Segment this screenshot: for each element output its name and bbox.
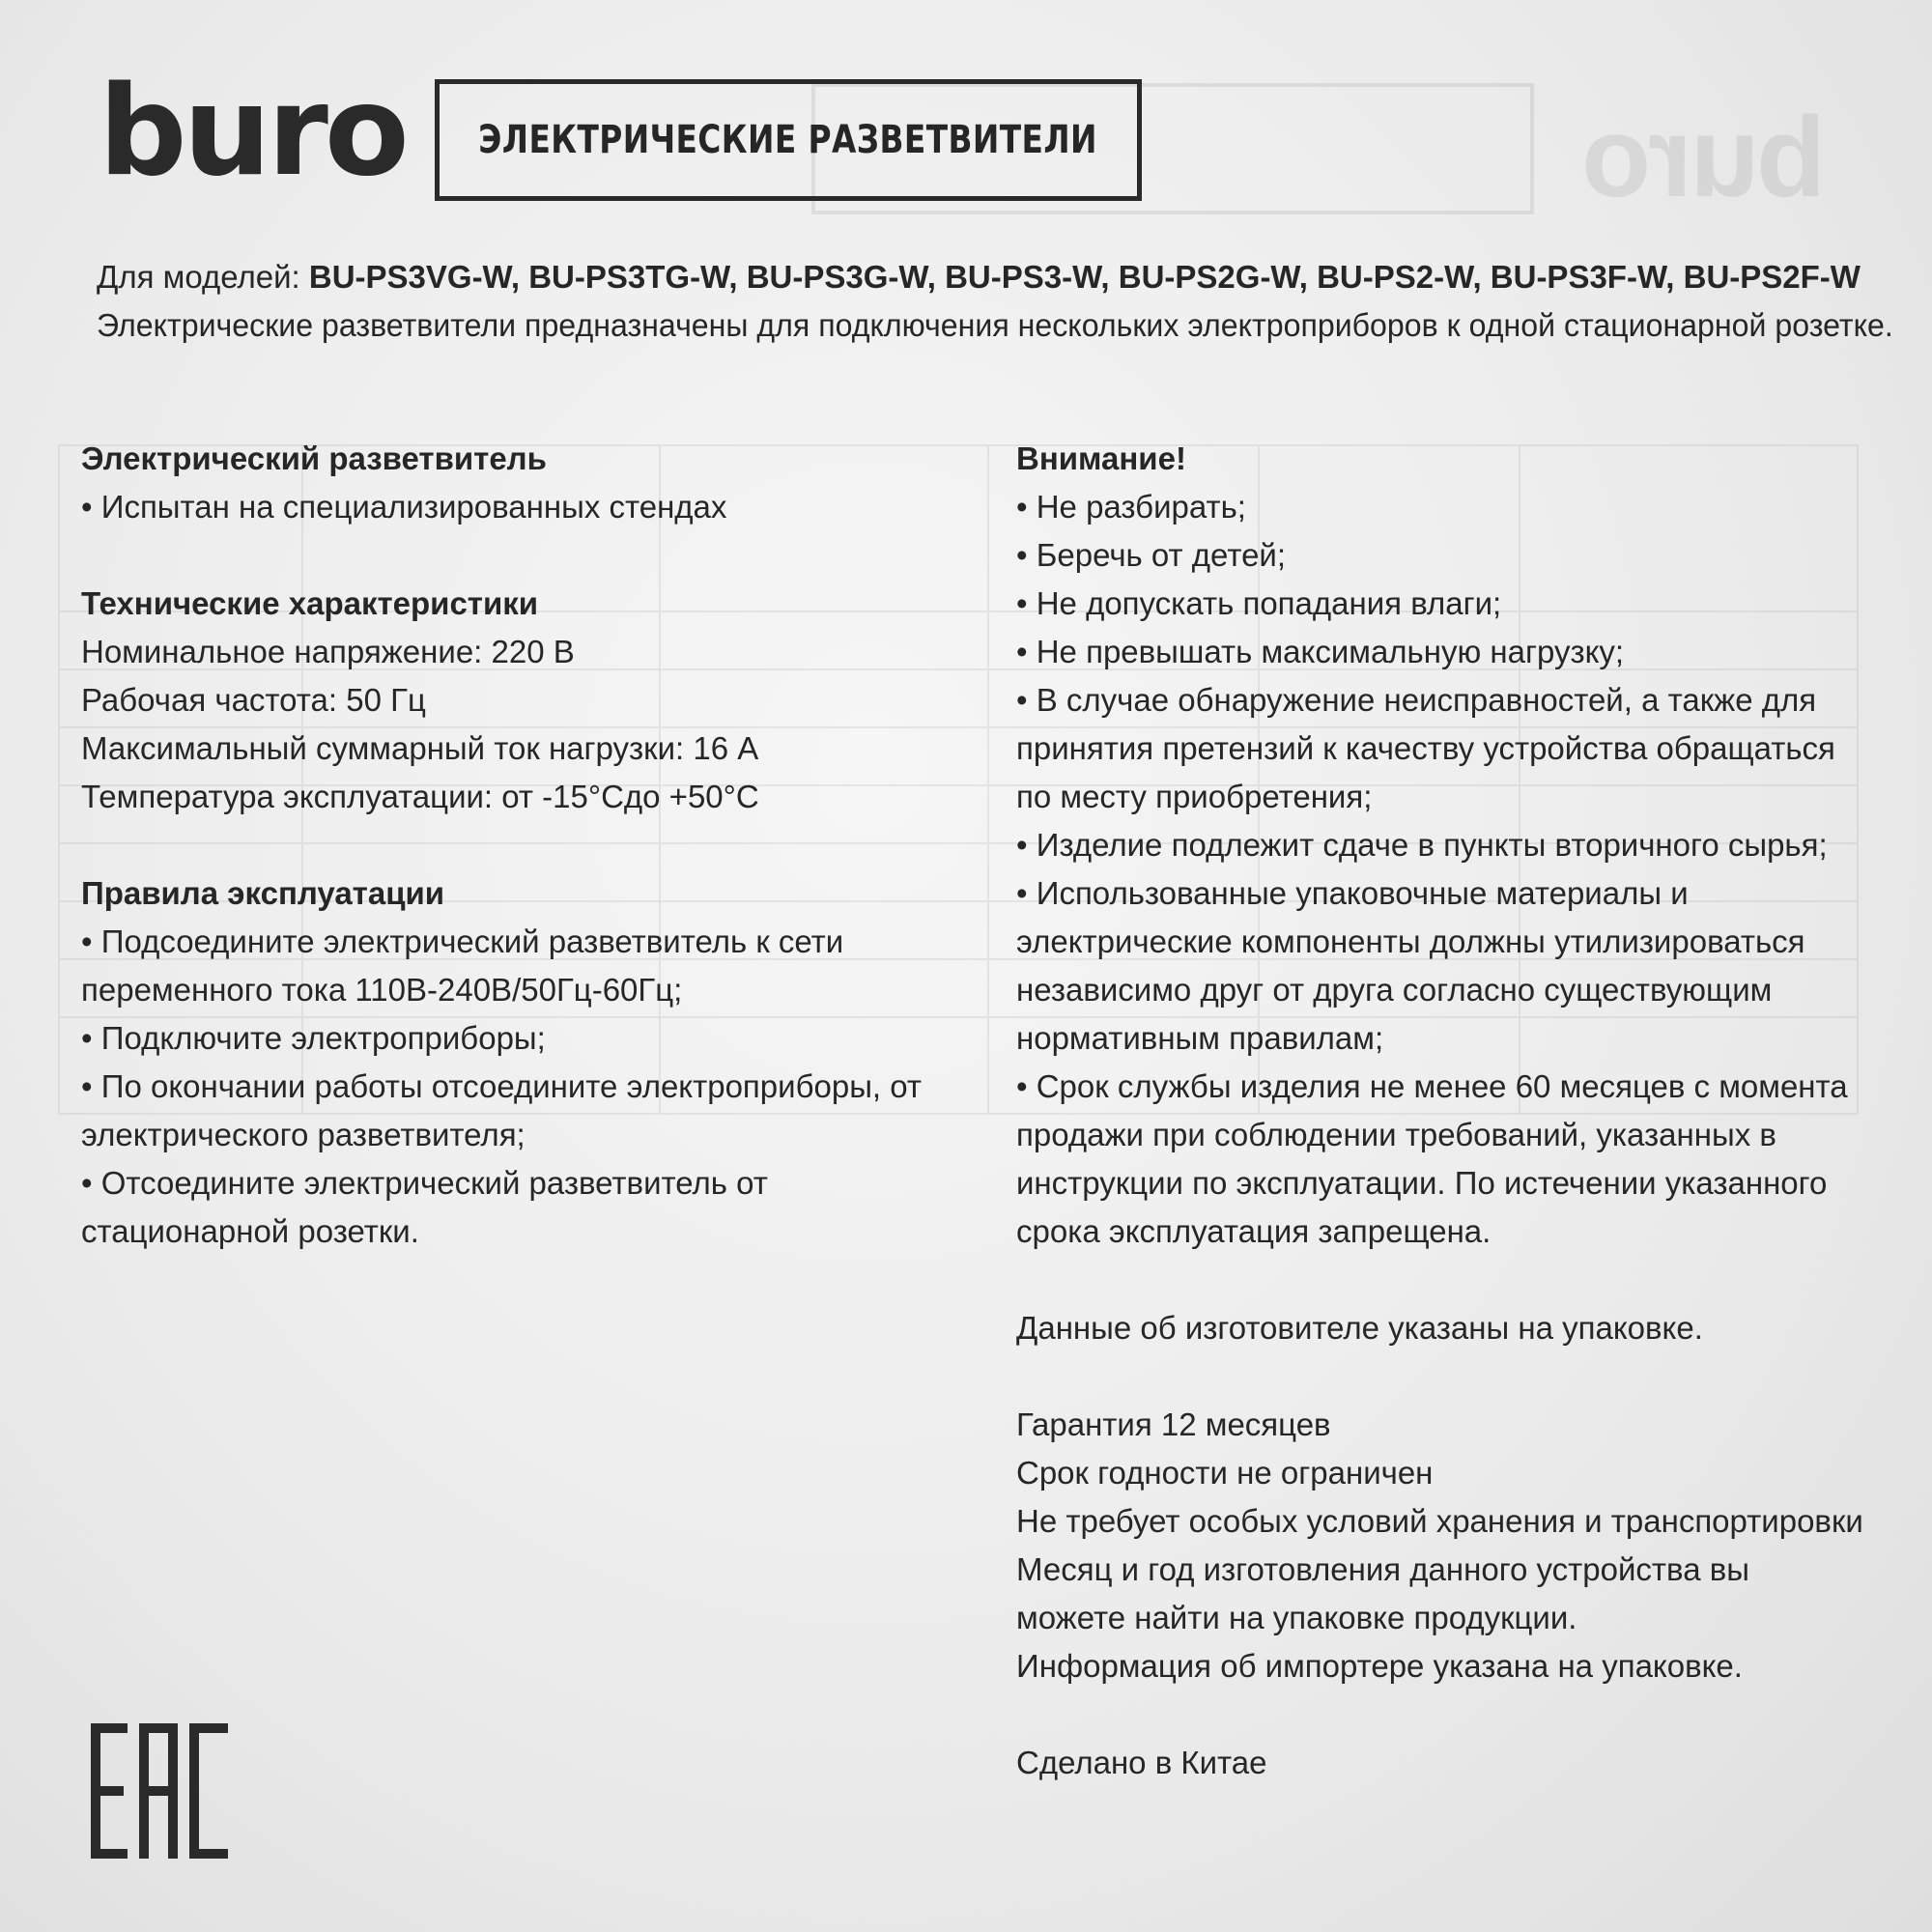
left-column xyxy=(81,435,970,1256)
storage-line: Не требует особых условий хранения и транспортировки xyxy=(1016,1503,1863,1539)
models-line xyxy=(97,259,1893,296)
models-list: BU-PS3VG-W, BU-PS3TG-W, BU-PS3G-W, BU-PS3-W, BU-PS2G-W, BU-PS2-W, BU-PS3F-W, BU-PS2F-W xyxy=(308,259,1861,295)
rule-item: • Подключите электроприборы; xyxy=(81,1020,546,1056)
rule-item: • Подсоедините электрический разветвитель к сети переменного тока 110В-240В/50Гц-60Гц; xyxy=(81,923,844,1008)
models-label: Для моделей: xyxy=(97,259,309,295)
warning-item: • Не допускать попадания влаги; xyxy=(1016,585,1502,621)
rule-item: • Отсоедините электрический разветвитель от стационарной розетки. xyxy=(81,1165,768,1249)
manufacture-date-line: Месяц и год изготовления данного устройства вы можете найти на упаковке продукции. xyxy=(1016,1551,1749,1635)
warning-item: • Использованные упаковочные материалы и электрические компоненты должны утилизироваться независимо друг от друга согласно существующим нормативным правилам; xyxy=(1016,875,1805,1056)
warning-item: • Не разбирать; xyxy=(1016,489,1246,525)
warning-item: • Изделие подлежит сдаче в пункты вторичного сырья; xyxy=(1016,827,1828,863)
warning-item: • В случае обнаружение неисправностей, а также для принятия претензий к качеству устройства обращаться по месту приобретения; xyxy=(1016,682,1835,814)
rules-heading: Правила эксплуатации xyxy=(81,875,445,911)
page-title: ЭЛЕКТРИЧЕСКИЕ РАЗВЕТВИТЕЛИ xyxy=(478,118,1098,162)
device-heading: Электрический разветвитель xyxy=(81,440,547,476)
warning-item: • Не превышать максимальную нагрузку; xyxy=(1016,634,1625,669)
ghost-logo: buro xyxy=(1584,94,1827,221)
brand-logo: buro xyxy=(99,60,406,204)
manufacturer-note: Данные об изготовителе указаны на упаковке. xyxy=(1016,1310,1703,1346)
right-column xyxy=(1016,435,1866,1787)
device-item: • Испытан на специализированных стендах xyxy=(81,489,727,525)
rule-item: • По окончании работы отсоедините электроприборы, от электрического разветвителя; xyxy=(81,1068,922,1152)
warranty-line: Гарантия 12 месяцев xyxy=(1016,1406,1331,1442)
importer-line: Информация об импортере указана на упаковке. xyxy=(1016,1648,1743,1684)
warning-heading: Внимание! xyxy=(1016,440,1186,476)
title-box xyxy=(435,79,1142,201)
origin-line: Сделано в Китае xyxy=(1016,1745,1267,1780)
eac-mark-icon xyxy=(87,1719,232,1862)
intro-text: Электрические разветвители предназначены для подключения нескольких электроприборов к одной стационарной розетке. xyxy=(97,307,1893,343)
warning-item: • Беречь от детей; xyxy=(1016,537,1287,573)
spec-voltage: Номинальное напряжение: 220 В xyxy=(81,634,575,669)
spec-temperature: Температура эксплуатации: от -15°Сдо +50°С xyxy=(81,779,759,814)
specs-heading: Технические характеристики xyxy=(81,585,539,621)
spec-frequency: Рабочая частота: 50 Гц xyxy=(81,682,426,718)
spec-current: Максимальный суммарный ток нагрузки: 16 А xyxy=(81,730,759,766)
shelf-life-line: Срок годности не ограничен xyxy=(1016,1455,1434,1491)
warning-item: • Срок службы изделия не менее 60 месяцев с момента продажи при соблюдении требований, указанных в инструкции по эксплуатации. По истечении указанного срока эксплуатация запрещена. xyxy=(1016,1068,1848,1249)
